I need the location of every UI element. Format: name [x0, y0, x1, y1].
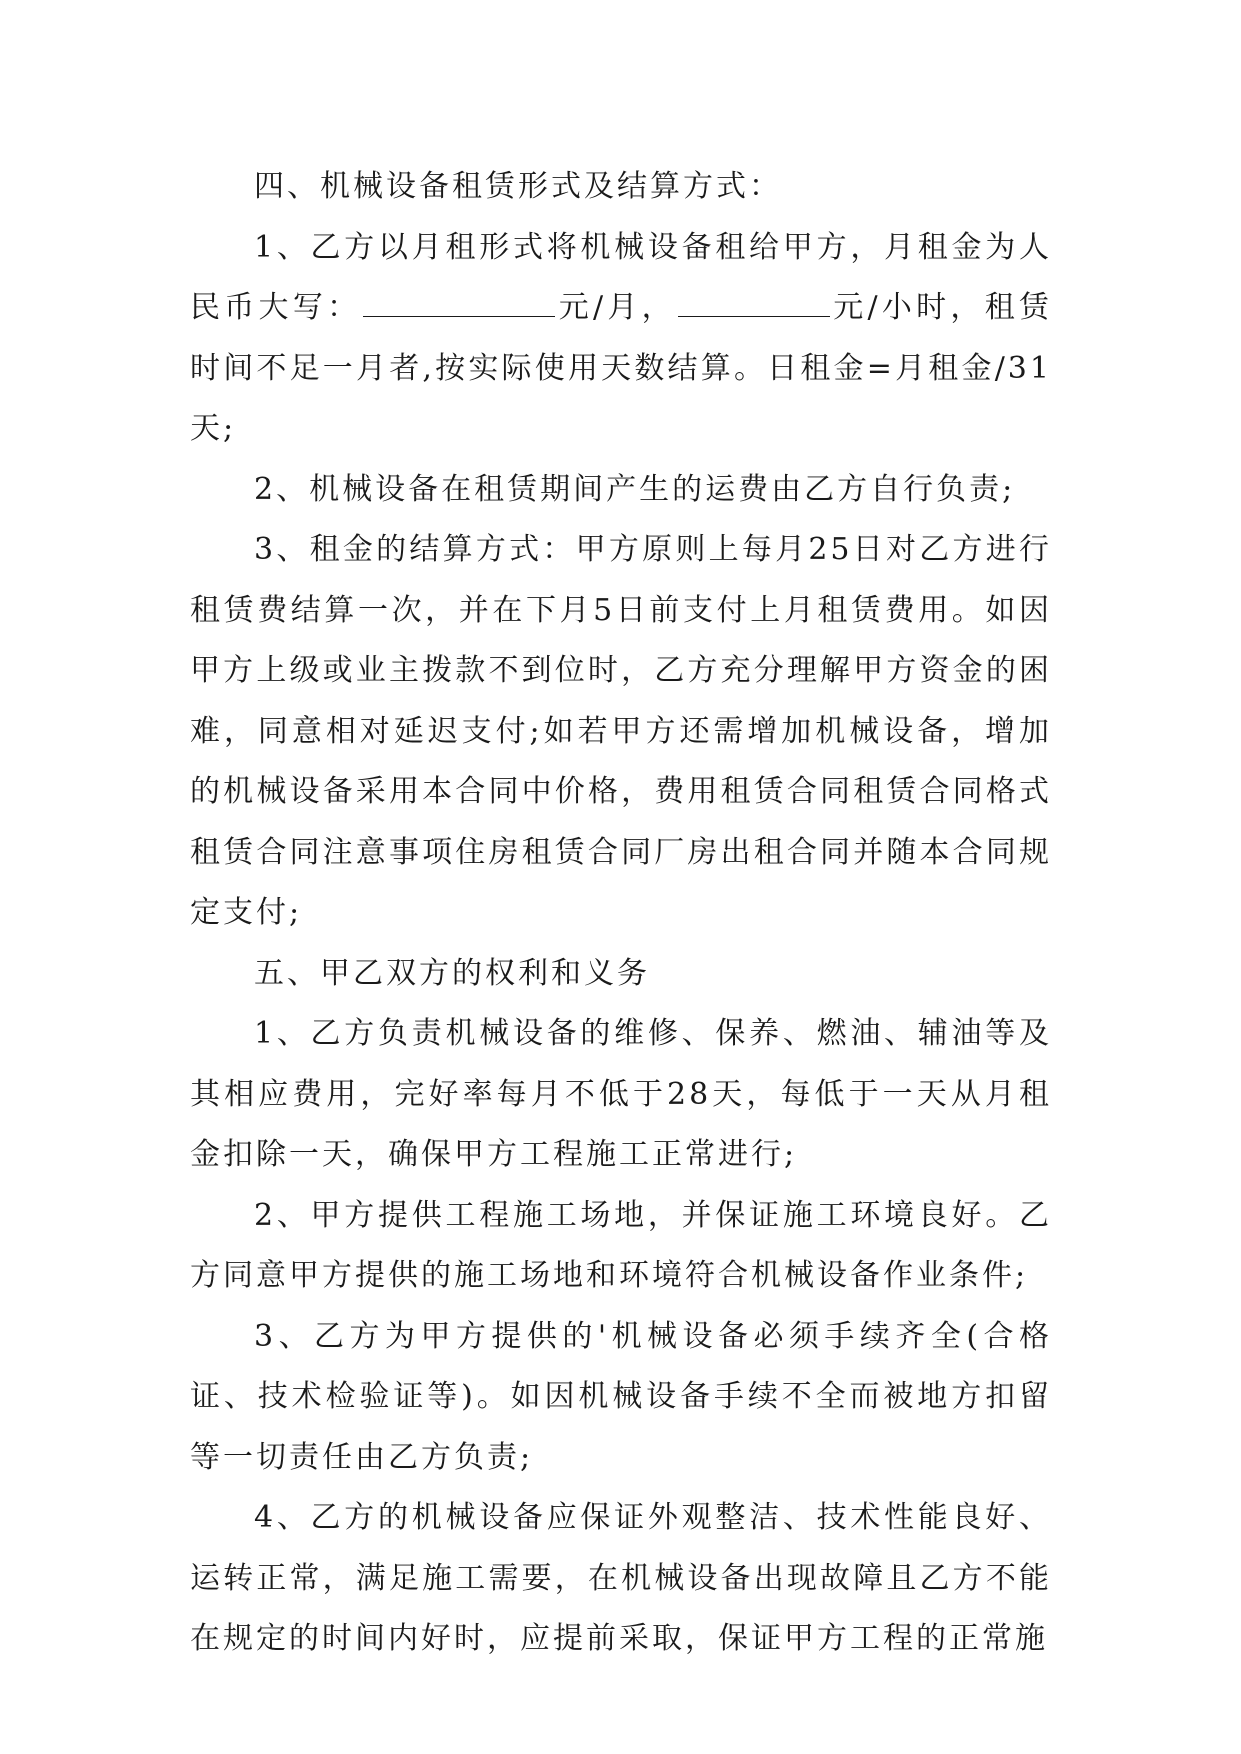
clause-4-1-text-c: 元/小时，租赁时间不足一月者,按实际使用天数结算。日租金=月租金/31天; — [190, 290, 1052, 446]
clause-4-1 — [190, 218, 1052, 460]
section-heading-4: 四、机械设备租赁形式及结算方式： — [254, 169, 782, 204]
clause-4-2: 2、机械设备在租赁期间产生的运费由乙方自行负责; — [254, 471, 1016, 507]
clause-5-4: 4、乙方的机械设备应保证外观整洁、技术性能良好、运转正常，满足施工需要，在机械设备出现故障且乙方不能在规定的时间内好时，应提前采取，保证甲方工程的正常施 — [190, 1500, 1052, 1656]
clause-5-3: 3、乙方为甲方提供的'机械设备必须手续齐全(合格证、技术检验证等)。如因机械设备手续不全而被地方扣留等一切责任由乙方负责; — [190, 1318, 1052, 1475]
clause-4-1-text-b: 元/月， — [557, 290, 676, 325]
document-body — [190, 157, 1052, 1670]
hourly-rate-blank — [678, 286, 830, 317]
clause-5-2: 2、甲方提供工程施工场地，并保证施工环境良好。乙方同意甲方提供的施工场地和环境符合机械设备作业条件; — [190, 1197, 1052, 1293]
clause-4-3: 3、租金的结算方式：甲方原则上每月25日对乙方进行租赁费结算一次，并在下月5日前支付上月租赁费用。如因甲方上级或业主拨款不到位时，乙方充分理解甲方资金的困难，同意相对延迟支付;如若甲方还需增加机械设备，增加的机械设备采用本合同中价格，费用租赁合同租赁合同格式租赁合同注意事项住房租赁合同厂房出租合同并随本合同规定支付; — [190, 532, 1052, 930]
rent-amount-blank — [363, 286, 555, 317]
section-heading-5: 五、甲乙双方的权利和义务 — [254, 955, 650, 991]
clause-4-1-text-a: 1、乙方以月租形式将机械设备租给甲方，月租金为人民币大写： — [190, 229, 1052, 325]
clause-5-1: 1、乙方负责机械设备的维修、保养、燃油、辅油等及其相应费用，完好率每月不低于28天，每低于一天从月租金扣除一天，确保甲方工程施工正常进行; — [190, 1016, 1052, 1172]
